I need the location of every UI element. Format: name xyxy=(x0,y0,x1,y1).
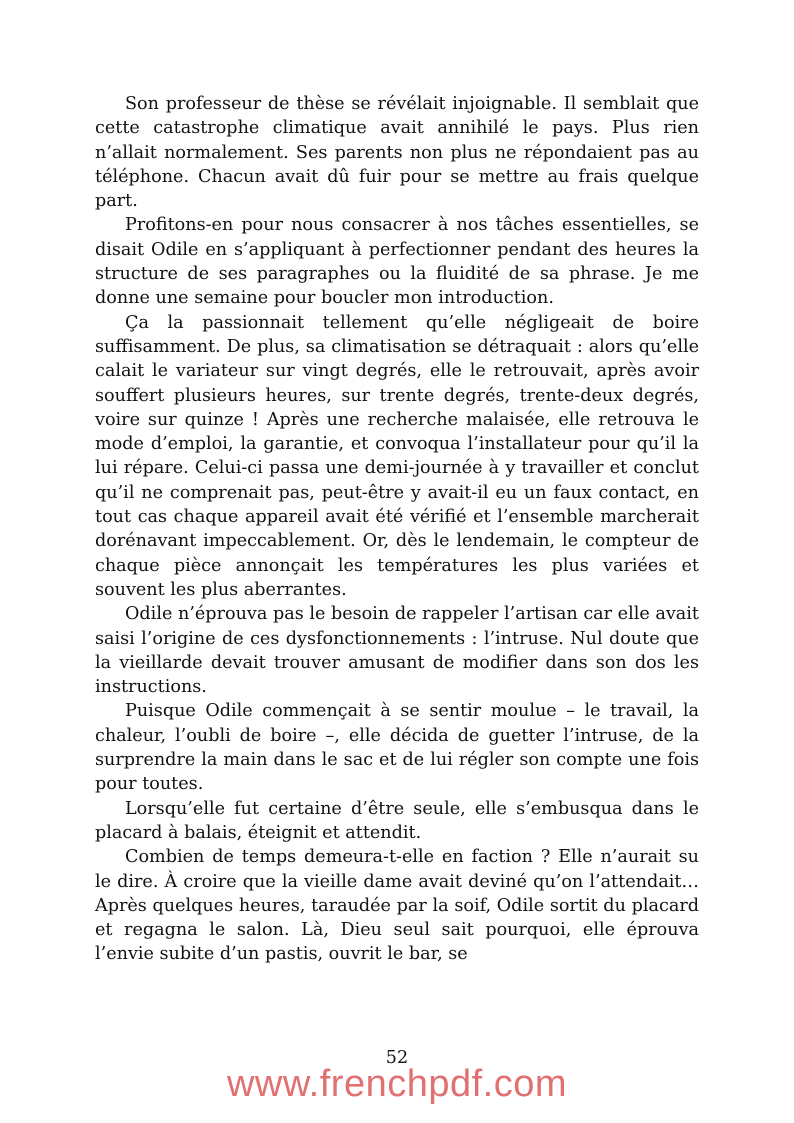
watermark-link[interactable]: www.frenchpdf.com xyxy=(226,1063,568,1105)
page-body xyxy=(95,92,699,967)
paragraph: Son professeur de thèse se révélait injoignable. Il semblait que cette catastrophe climatique avait annihilé le pays. Plus rien n’allait normalement. Ses parents non plus ne répondaient pas au téléphone. Chacun avait dû fuir pour se mettre au frais quelque part. xyxy=(95,94,699,212)
paragraph: Odile n’éprouva pas le besoin de rappeler l’artisan car elle avait saisi l’origine de ces dysfonctionnements : l’intruse. Nul doute que la vieillarde devait trouver amusant de modifier dans son dos les instructions. xyxy=(95,604,699,698)
paragraph: Lorsqu’elle fut certaine d’être seule, elle s’embusqua dans le placard à balais, éteignit et attendit. xyxy=(95,798,699,843)
page-number: 52 xyxy=(385,1048,409,1068)
paragraph: Ça la passionnait tellement qu’elle négligeait de boire suffisamment. De plus, sa climatisation se détraquait : alors qu’elle calait le variateur sur vingt degrés, elle le retrouvait, après avoir souffert plusieurs heures, sur trente degrés, trente-deux degrés, voire sur quinze ! Après une recherche malaisée, elle retrouva le mode d’emploi, la garantie, et convoqua l’installateur pour qu’il la lui répare. Celui-ci passa une demi-journée à y travailler et conclut qu’il ne comprenait pas, peut-être y avait-il eu un faux contact, en tout cas chaque appareil avait été vérifié et l’ensemble marcherait dorénavant impeccablement. Or, dès le lendemain, le compteur de chaque pièce annonçait les températures les plus variées et souvent les plus aberrantes. xyxy=(95,312,699,600)
paragraph: Combien de temps demeura-t-elle en faction ? Elle n’aurait su le dire. À croire que la vieille dame avait deviné qu’on l’attendait… Après quelques heures, taraudée par la soif, Odile sortit du placard et regagna le salon. Là, Dieu seul sait pourquoi, elle éprouva l’envie subite d’un pastis, ouvrit le bar, se xyxy=(95,847,699,965)
paragraph: Puisque Odile commençait à se sentir moulue – le travail, la chaleur, l’oubli de boire –, elle décida de guetter l’intruse, de la surprendre la main dans le sac et de lui régler son compte une fois pour toutes. xyxy=(95,701,699,795)
paragraph: Profitons-en pour nous consacrer à nos tâches essentielles, se disait Odile en s’appliquant à perfectionner pendant des heures la structure de ses paragraphes ou la fluidité de sa phrase. Je me donne une semaine pour boucler mon introduction. xyxy=(95,215,699,309)
